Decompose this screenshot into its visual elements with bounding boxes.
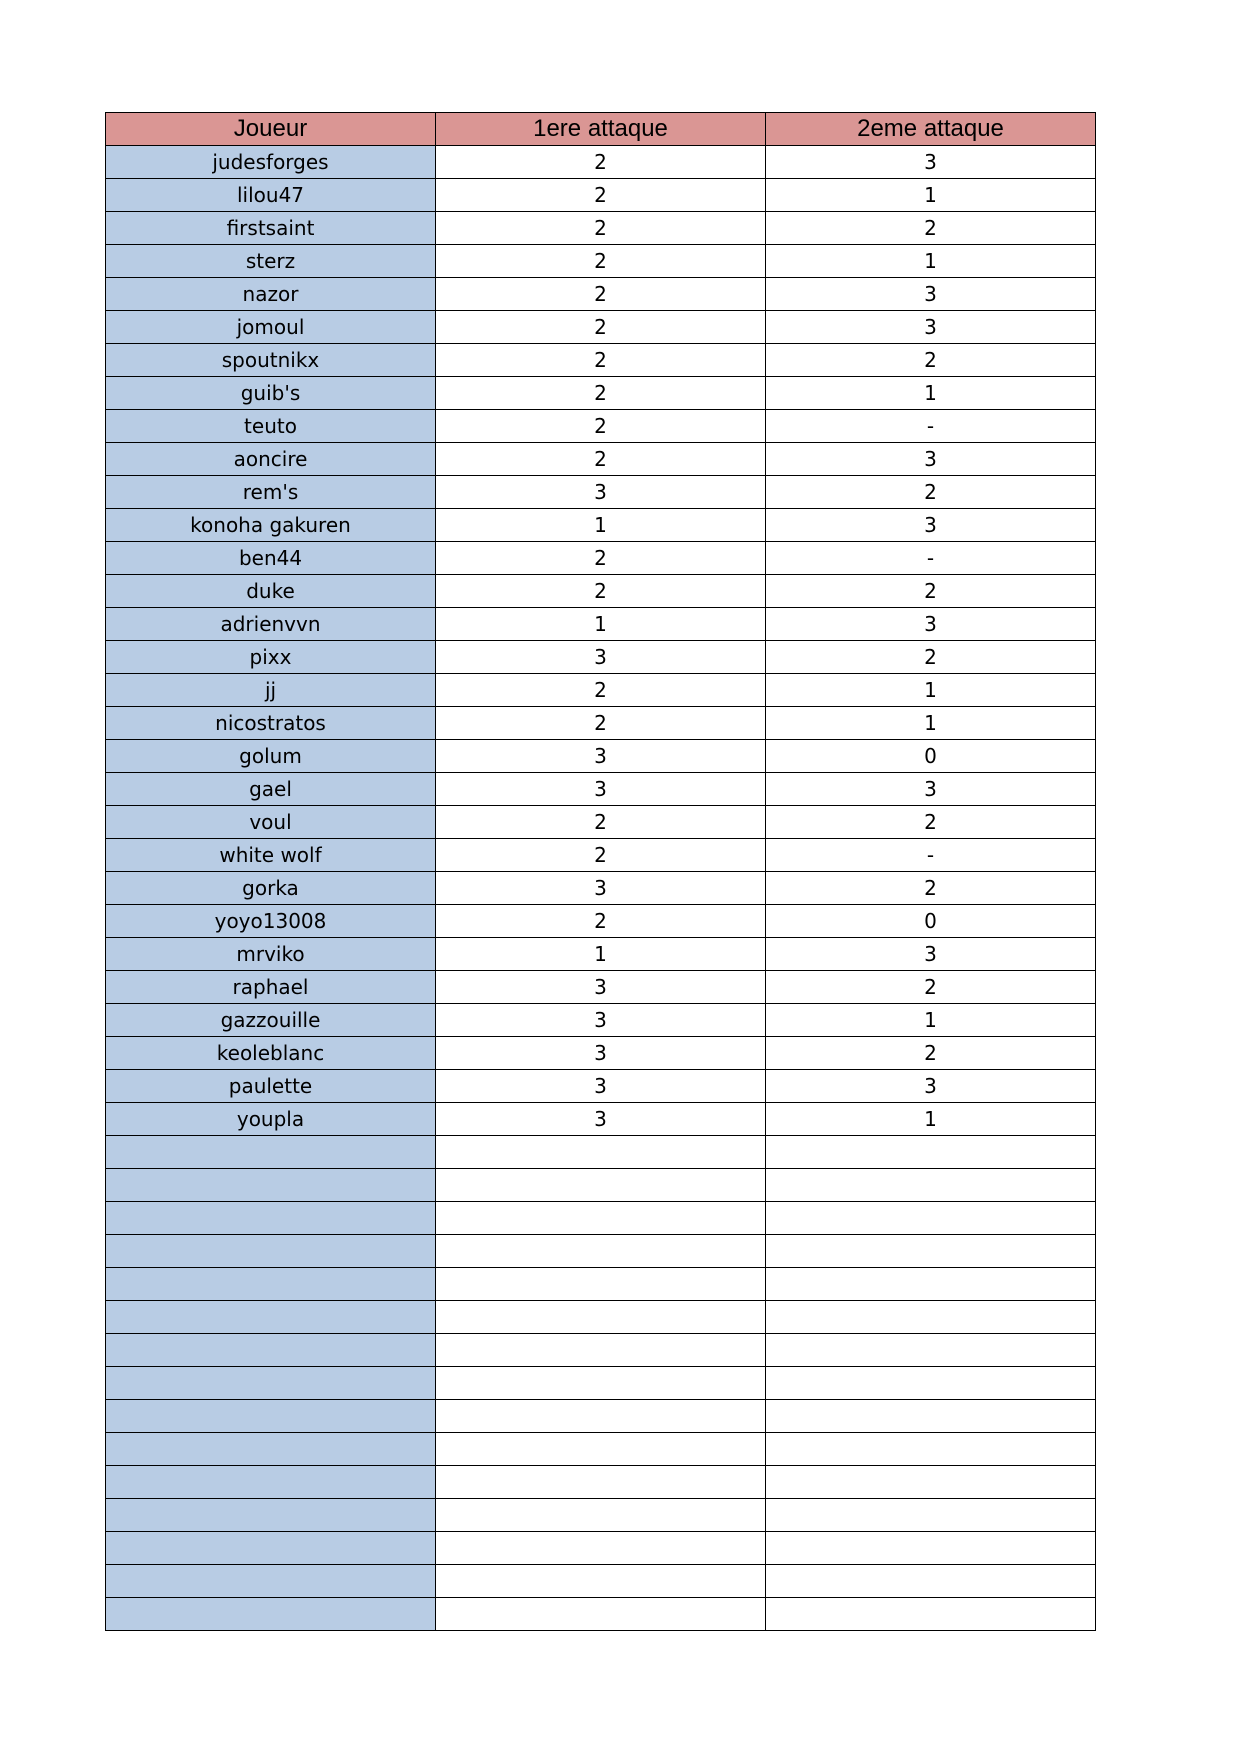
second-attack-cell: 3 — [766, 938, 1096, 971]
player-name-cell: lilou47 — [106, 179, 436, 212]
empty-second-attack-cell — [766, 1400, 1096, 1433]
empty-second-attack-cell — [766, 1235, 1096, 1268]
empty-table-row — [106, 1202, 1096, 1235]
table-row — [106, 509, 1096, 542]
table-row — [106, 707, 1096, 740]
second-attack-cell: 0 — [766, 905, 1096, 938]
player-name-cell: golum — [106, 740, 436, 773]
table-row — [106, 344, 1096, 377]
player-name-cell: spoutnikx — [106, 344, 436, 377]
second-attack-cell: 2 — [766, 575, 1096, 608]
player-name-cell: yoyo13008 — [106, 905, 436, 938]
table-row — [106, 839, 1096, 872]
empty-table-row — [106, 1136, 1096, 1169]
empty-first-attack-cell — [436, 1268, 766, 1301]
second-attack-cell: 3 — [766, 1070, 1096, 1103]
empty-second-attack-cell — [766, 1466, 1096, 1499]
first-attack-cell: 2 — [436, 575, 766, 608]
first-attack-cell: 2 — [436, 707, 766, 740]
empty-name-cell — [106, 1169, 436, 1202]
empty-first-attack-cell — [436, 1499, 766, 1532]
empty-second-attack-cell — [766, 1598, 1096, 1631]
second-attack-cell: 3 — [766, 608, 1096, 641]
first-attack-cell: 3 — [436, 1070, 766, 1103]
empty-second-attack-cell — [766, 1136, 1096, 1169]
empty-table-row — [106, 1598, 1096, 1631]
second-attack-cell: 1 — [766, 707, 1096, 740]
empty-table-row — [106, 1367, 1096, 1400]
empty-name-cell — [106, 1367, 436, 1400]
table-row — [106, 1070, 1096, 1103]
first-attack-cell: 2 — [436, 839, 766, 872]
empty-first-attack-cell — [436, 1235, 766, 1268]
empty-first-attack-cell — [436, 1598, 766, 1631]
table-row — [106, 542, 1096, 575]
empty-table-row — [106, 1334, 1096, 1367]
empty-name-cell — [106, 1433, 436, 1466]
table-row — [106, 608, 1096, 641]
player-name-cell: white wolf — [106, 839, 436, 872]
table-row — [106, 278, 1096, 311]
empty-table-row — [106, 1565, 1096, 1598]
first-attack-cell: 2 — [436, 542, 766, 575]
table-body — [106, 146, 1096, 1631]
empty-table-row — [106, 1301, 1096, 1334]
second-attack-cell: 3 — [766, 443, 1096, 476]
second-attack-cell: 1 — [766, 179, 1096, 212]
first-attack-cell: 2 — [436, 905, 766, 938]
player-name-cell: mrviko — [106, 938, 436, 971]
empty-second-attack-cell — [766, 1301, 1096, 1334]
table-row — [106, 773, 1096, 806]
empty-table-row — [106, 1499, 1096, 1532]
first-attack-cell: 2 — [436, 410, 766, 443]
empty-table-row — [106, 1532, 1096, 1565]
second-attack-cell: 3 — [766, 509, 1096, 542]
player-name-cell: gazzouille — [106, 1004, 436, 1037]
empty-name-cell — [106, 1268, 436, 1301]
second-attack-cell: 2 — [766, 971, 1096, 1004]
player-name-cell: gael — [106, 773, 436, 806]
empty-second-attack-cell — [766, 1433, 1096, 1466]
empty-second-attack-cell — [766, 1565, 1096, 1598]
empty-name-cell — [106, 1202, 436, 1235]
empty-first-attack-cell — [436, 1301, 766, 1334]
header-2eme-attaque: 2eme attaque — [766, 113, 1096, 146]
player-name-cell: rem's — [106, 476, 436, 509]
empty-second-attack-cell — [766, 1499, 1096, 1532]
first-attack-cell: 2 — [436, 344, 766, 377]
empty-name-cell — [106, 1532, 436, 1565]
empty-table-row — [106, 1169, 1096, 1202]
first-attack-cell: 3 — [436, 872, 766, 905]
first-attack-cell: 1 — [436, 509, 766, 542]
player-name-cell: duke — [106, 575, 436, 608]
second-attack-cell: 1 — [766, 377, 1096, 410]
empty-second-attack-cell — [766, 1334, 1096, 1367]
second-attack-cell: 3 — [766, 278, 1096, 311]
player-name-cell: jomoul — [106, 311, 436, 344]
score-table — [105, 112, 1096, 1631]
empty-first-attack-cell — [436, 1433, 766, 1466]
second-attack-cell: 1 — [766, 674, 1096, 707]
player-name-cell: sterz — [106, 245, 436, 278]
first-attack-cell: 2 — [436, 212, 766, 245]
table-row — [106, 212, 1096, 245]
table-row — [106, 410, 1096, 443]
header-joueur: Joueur — [106, 113, 436, 146]
first-attack-cell: 2 — [436, 674, 766, 707]
player-name-cell: nicostratos — [106, 707, 436, 740]
player-name-cell: nazor — [106, 278, 436, 311]
second-attack-cell: 3 — [766, 311, 1096, 344]
second-attack-cell: 2 — [766, 641, 1096, 674]
table-row — [106, 674, 1096, 707]
player-name-cell: jj — [106, 674, 436, 707]
empty-table-row — [106, 1466, 1096, 1499]
table-row — [106, 872, 1096, 905]
player-name-cell: keoleblanc — [106, 1037, 436, 1070]
empty-first-attack-cell — [436, 1136, 766, 1169]
table-row — [106, 905, 1096, 938]
empty-second-attack-cell — [766, 1367, 1096, 1400]
player-name-cell: youpla — [106, 1103, 436, 1136]
empty-table-row — [106, 1268, 1096, 1301]
empty-second-attack-cell — [766, 1268, 1096, 1301]
empty-first-attack-cell — [436, 1466, 766, 1499]
second-attack-cell: 1 — [766, 245, 1096, 278]
empty-first-attack-cell — [436, 1169, 766, 1202]
second-attack-cell: 2 — [766, 476, 1096, 509]
second-attack-cell: 3 — [766, 146, 1096, 179]
empty-first-attack-cell — [436, 1334, 766, 1367]
player-name-cell: teuto — [106, 410, 436, 443]
first-attack-cell: 3 — [436, 773, 766, 806]
second-attack-cell: 1 — [766, 1103, 1096, 1136]
player-name-cell: raphael — [106, 971, 436, 1004]
empty-name-cell — [106, 1400, 436, 1433]
empty-name-cell — [106, 1235, 436, 1268]
first-attack-cell: 2 — [436, 245, 766, 278]
header-1ere-attaque: 1ere attaque — [436, 113, 766, 146]
header-row — [106, 113, 1096, 146]
first-attack-cell: 1 — [436, 938, 766, 971]
player-name-cell: firstsaint — [106, 212, 436, 245]
player-name-cell: pixx — [106, 641, 436, 674]
player-name-cell: ben44 — [106, 542, 436, 575]
player-name-cell: judesforges — [106, 146, 436, 179]
table-row — [106, 971, 1096, 1004]
second-attack-cell: 0 — [766, 740, 1096, 773]
table-row — [106, 245, 1096, 278]
second-attack-cell: 2 — [766, 1037, 1096, 1070]
player-name-cell: adrienvvn — [106, 608, 436, 641]
empty-second-attack-cell — [766, 1202, 1096, 1235]
first-attack-cell: 2 — [436, 278, 766, 311]
second-attack-cell: - — [766, 410, 1096, 443]
second-attack-cell: - — [766, 542, 1096, 575]
second-attack-cell: 2 — [766, 872, 1096, 905]
table-row — [106, 1037, 1096, 1070]
empty-name-cell — [106, 1466, 436, 1499]
first-attack-cell: 3 — [436, 476, 766, 509]
player-name-cell: voul — [106, 806, 436, 839]
empty-table-row — [106, 1235, 1096, 1268]
second-attack-cell: - — [766, 839, 1096, 872]
table-row — [106, 938, 1096, 971]
first-attack-cell: 3 — [436, 1103, 766, 1136]
empty-name-cell — [106, 1301, 436, 1334]
table-row — [106, 806, 1096, 839]
first-attack-cell: 3 — [436, 1004, 766, 1037]
first-attack-cell: 2 — [436, 377, 766, 410]
first-attack-cell: 2 — [436, 146, 766, 179]
empty-first-attack-cell — [436, 1367, 766, 1400]
empty-second-attack-cell — [766, 1532, 1096, 1565]
first-attack-cell: 3 — [436, 1037, 766, 1070]
table-row — [106, 311, 1096, 344]
first-attack-cell: 3 — [436, 641, 766, 674]
empty-name-cell — [106, 1565, 436, 1598]
empty-name-cell — [106, 1499, 436, 1532]
empty-first-attack-cell — [436, 1400, 766, 1433]
empty-name-cell — [106, 1598, 436, 1631]
empty-first-attack-cell — [436, 1532, 766, 1565]
first-attack-cell: 1 — [436, 608, 766, 641]
table-row — [106, 179, 1096, 212]
player-name-cell: gorka — [106, 872, 436, 905]
table-row — [106, 1004, 1096, 1037]
empty-first-attack-cell — [436, 1202, 766, 1235]
first-attack-cell: 3 — [436, 971, 766, 1004]
table-row — [106, 740, 1096, 773]
empty-table-row — [106, 1400, 1096, 1433]
table-row — [106, 1103, 1096, 1136]
first-attack-cell: 2 — [436, 806, 766, 839]
empty-name-cell — [106, 1334, 436, 1367]
table-row — [106, 575, 1096, 608]
player-name-cell: aoncire — [106, 443, 436, 476]
player-name-cell: guib's — [106, 377, 436, 410]
table-row — [106, 476, 1096, 509]
player-name-cell: konoha gakuren — [106, 509, 436, 542]
empty-second-attack-cell — [766, 1169, 1096, 1202]
table-row — [106, 377, 1096, 410]
first-attack-cell: 2 — [436, 179, 766, 212]
table-row — [106, 146, 1096, 179]
empty-table-row — [106, 1433, 1096, 1466]
second-attack-cell: 2 — [766, 212, 1096, 245]
first-attack-cell: 3 — [436, 740, 766, 773]
empty-name-cell — [106, 1136, 436, 1169]
first-attack-cell: 2 — [436, 443, 766, 476]
table-row — [106, 641, 1096, 674]
second-attack-cell: 1 — [766, 1004, 1096, 1037]
second-attack-cell: 2 — [766, 806, 1096, 839]
second-attack-cell: 3 — [766, 773, 1096, 806]
table-row — [106, 443, 1096, 476]
first-attack-cell: 2 — [436, 311, 766, 344]
empty-first-attack-cell — [436, 1565, 766, 1598]
second-attack-cell: 2 — [766, 344, 1096, 377]
player-name-cell: paulette — [106, 1070, 436, 1103]
